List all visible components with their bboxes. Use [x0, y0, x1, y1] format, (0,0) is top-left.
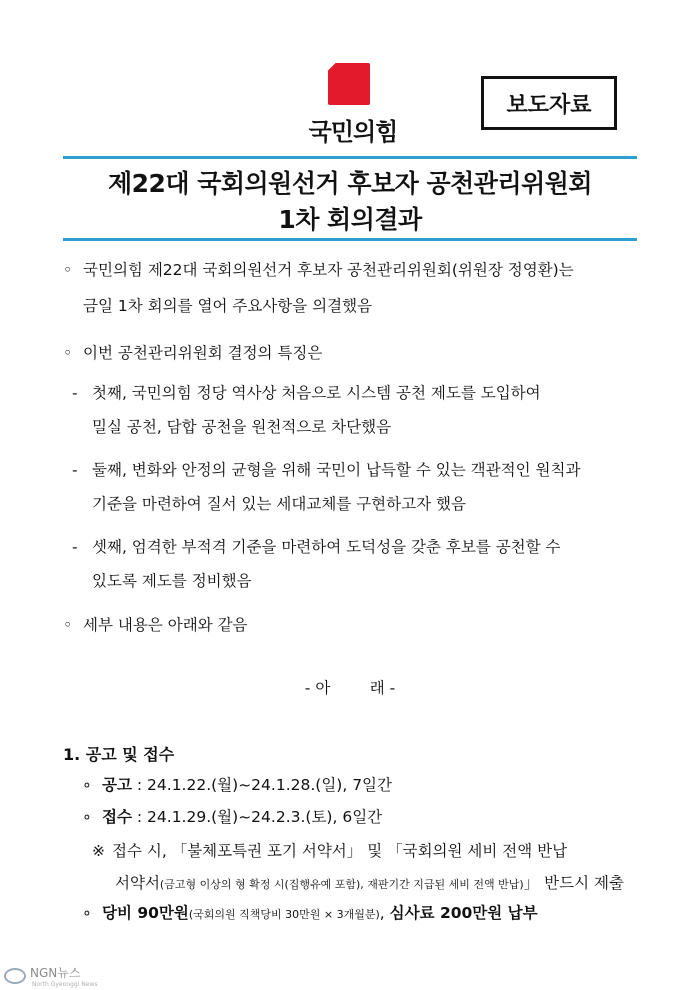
note-marker: ※ [92, 842, 105, 860]
bullet-marker: ◦ [63, 616, 73, 634]
paragraph-2-line-1 [63, 342, 322, 364]
section-divider: - 아 래 - [304, 679, 396, 697]
dash-item-text: 셋째, 엄격한 부적격 기준을 마련하여 도덕성을 갖춘 후보를 공천할 수 [92, 538, 561, 556]
fee-item [82, 902, 538, 926]
bullet-marker: ◦ [63, 261, 73, 279]
notice-item [82, 774, 392, 796]
dash-item-3-line-2: 있도록 제도를 정비했음 [92, 572, 252, 590]
dash-item-text: 첫째, 국민의힘 정당 역사상 처음으로 시스템 공천 제도를 도입하여 [92, 384, 541, 402]
paragraph-text: 세부 내용은 아래와 같음 [83, 616, 248, 634]
dash-item-3-line-1 [72, 536, 561, 558]
press-release-label [481, 76, 617, 130]
note-line-1 [92, 840, 567, 862]
title-bottom-rule [63, 238, 637, 241]
paragraph-text: 이번 공천관리위원회 결정의 특징은 [83, 344, 323, 362]
note-text-small: (금고형 이상의 형 확정 시(집행유예 포함), 재판기간 지급된 세비 전액 반납) [159, 878, 524, 891]
bullet-marker: ∘ [82, 904, 92, 922]
dash-item-1-line-2: 밀실 공천, 담합 공천을 원천적으로 차단했음 [92, 418, 392, 436]
dash-marker: - [72, 384, 78, 402]
press-release-text: 보도자료 [506, 92, 592, 118]
notice-label: 공고 [102, 776, 132, 794]
paragraph-3-line-1 [63, 614, 248, 636]
receipt-item [82, 806, 382, 828]
receipt-value: : 24.1.29.(월)~24.2.3.(토), 6일간 [136, 808, 383, 826]
bullet-marker: ∘ [82, 808, 92, 826]
title-line-1: 제22대 국회의원선거 후보자 공천관리위원회 [107, 169, 593, 198]
notice-value: : 24.1.22.(월)~24.1.28.(일), 7일간 [136, 776, 393, 794]
dash-item-text: 둘째, 변화와 안정의 균형을 위해 국민이 납득할 수 있는 객관적인 원칙과 [92, 461, 581, 479]
receipt-label: 접수 [102, 808, 132, 826]
dash-item-2-line-1 [72, 459, 580, 481]
bullet-marker: ◦ [63, 344, 73, 362]
news-watermark [4, 964, 97, 988]
globe-icon [4, 968, 26, 984]
party-logo-mark [328, 63, 370, 105]
fee-label: 당비 90만원 [102, 904, 189, 922]
paragraph-text: 국민의힘 제22대 국회의원선거 후보자 공천관리위원회(위원장 정영환)는 [83, 261, 574, 279]
dash-marker: - [72, 538, 78, 556]
note-text-a: 서약서 [115, 874, 160, 892]
note-text: 접수 시, 「불체포특권 포기 서약서」 및 「국회의원 세비 전액 반납 [112, 842, 568, 860]
exam-fee: 심사료 200만원 납부 [389, 904, 538, 922]
note-line-2 [115, 872, 624, 896]
dash-item-2-line-2: 기준을 마련하여 질서 있는 세대교체를 구현하고자 했음 [92, 495, 466, 513]
dash-item-1-line-1 [72, 382, 541, 404]
paragraph-1-line-1 [63, 259, 574, 281]
bullet-marker: ∘ [82, 776, 92, 794]
watermark-subtext: North Gyeonggi News [32, 981, 98, 988]
title-top-rule [63, 156, 637, 159]
paragraph-1-line-2: 금일 1차 회의를 열어 주요사항을 의결했음 [83, 297, 373, 315]
page-title [63, 166, 637, 238]
party-logo-text: 국민의힘 [308, 118, 398, 146]
dash-marker: - [72, 461, 78, 479]
section-1-heading: 1. 공고 및 접수 [63, 745, 175, 764]
watermark-text: NGN뉴스 [30, 966, 81, 980]
fee-separator: , [379, 904, 390, 922]
title-line-2: 1차 회의결과 [278, 205, 422, 234]
fee-detail: (국회의원 직책당비 30만원 × 3개월분) [188, 908, 380, 921]
note-text-b: 」 반드시 제출 [523, 874, 624, 892]
